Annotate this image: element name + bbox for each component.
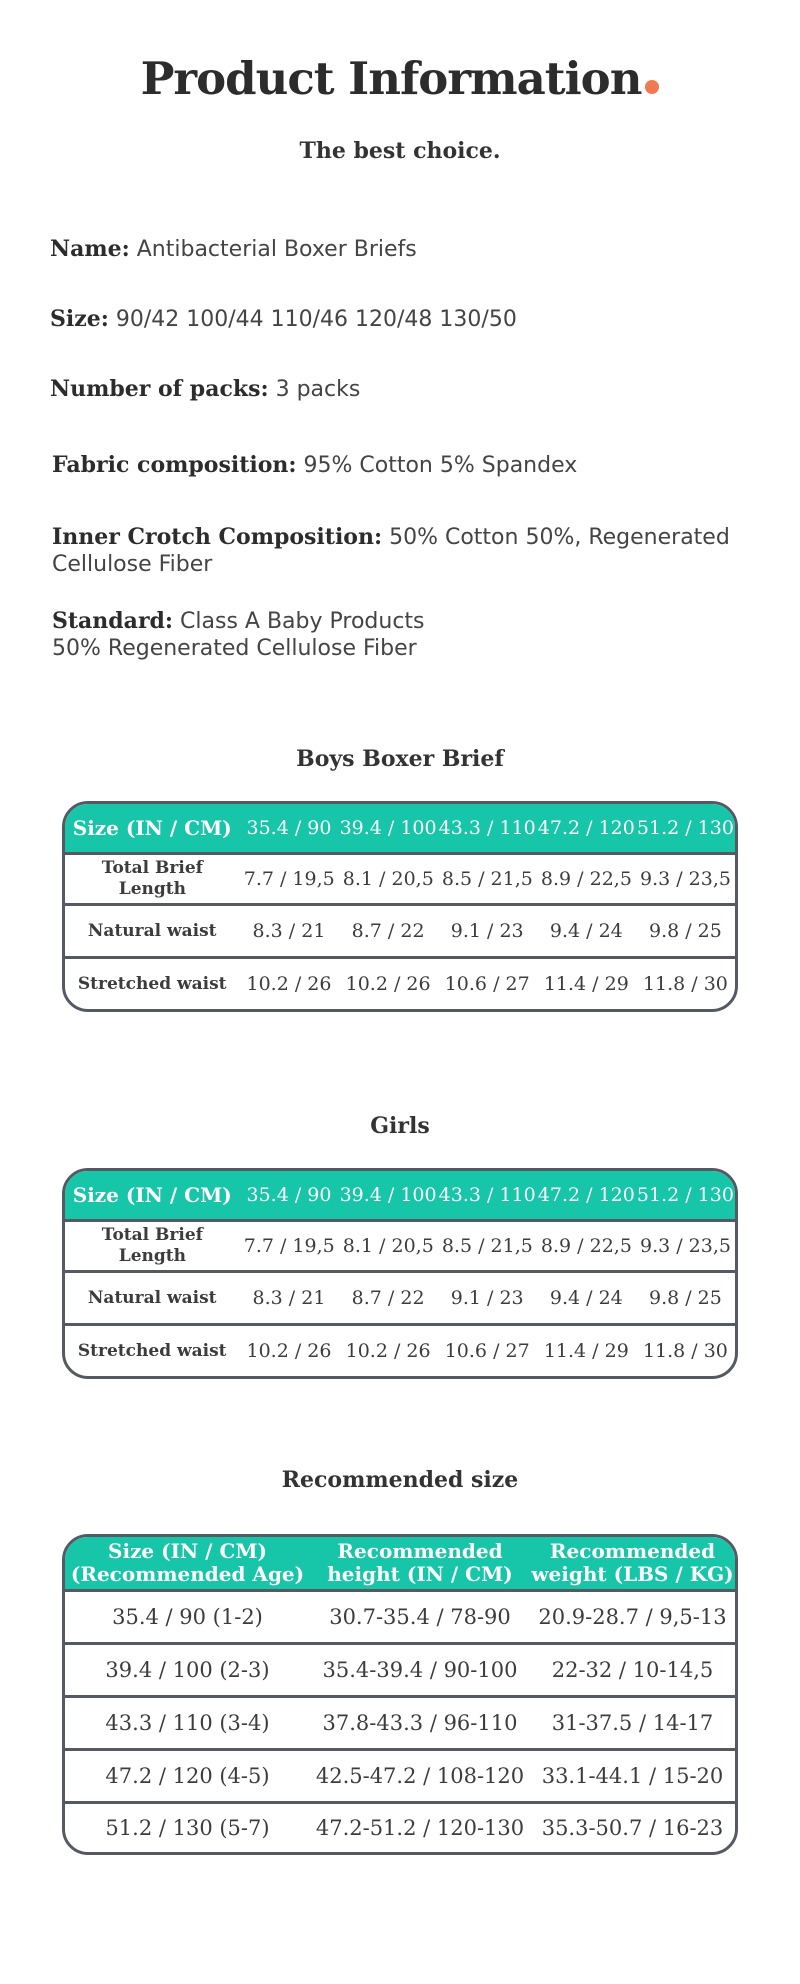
- table-header-row: [65, 1537, 735, 1589]
- row-label: Total Brief Length: [101, 1225, 203, 1266]
- table-cell: 9.4 / 24: [549, 920, 623, 942]
- header-cell: 47.2 / 120: [537, 1184, 635, 1206]
- table-cell: 10.2 / 26: [345, 973, 431, 995]
- table-cell: 11.4 / 29: [543, 1340, 629, 1362]
- table-cell: 47.2-51.2 / 120-130: [315, 1816, 525, 1840]
- header-cell: 35.4 / 90: [246, 817, 332, 839]
- table-cell: 9.8 / 25: [648, 1287, 722, 1309]
- table-cell: 20.9-28.7 / 9,5-13: [538, 1605, 727, 1629]
- table-cell: 11.4 / 29: [543, 973, 629, 995]
- info-size: Size: 90/42 100/44 110/46 120/48 130/50: [50, 306, 517, 332]
- table-cell: 22-32 / 10-14,5: [551, 1658, 714, 1682]
- header-line: Recommended: [337, 1539, 503, 1563]
- info-name: Name: Antibacterial Boxer Briefs: [50, 236, 417, 262]
- table-row: [65, 1642, 735, 1695]
- table-cell: 9.3 / 23,5: [639, 1235, 731, 1257]
- table-row: [65, 852, 735, 903]
- table-header-row: [65, 804, 735, 852]
- table-cell: 8.5 / 21,5: [441, 1235, 533, 1257]
- table-cell: 11.8 / 30: [642, 1340, 728, 1362]
- page-subtitle: The best choice.: [299, 138, 501, 164]
- table-cell: 39.4 / 100 (2-3): [105, 1658, 270, 1682]
- table-row: [65, 1748, 735, 1801]
- recommended-size-table: [62, 1534, 738, 1855]
- table-row: [65, 1219, 735, 1270]
- table-cell: 43.3 / 110 (3-4): [105, 1711, 270, 1735]
- table-cell: 8.3 / 21: [252, 1287, 326, 1309]
- info-standard: Standard: Class A Baby Products 50% Regenerated Cellulose Fiber: [52, 608, 425, 661]
- table-cell: 35.3-50.7 / 16-23: [541, 1816, 724, 1840]
- table-cell: 31-37.5 / 14-17: [551, 1711, 714, 1735]
- recommended-table-title: Recommended size: [281, 1467, 519, 1493]
- header-line: height (IN / CM): [327, 1562, 513, 1586]
- table-cell: 7.7 / 19,5: [243, 1235, 335, 1257]
- row-label: Stretched waist: [77, 974, 227, 994]
- orange-dot-icon: [645, 80, 659, 94]
- table-row: [65, 1589, 735, 1642]
- page-title: Product Information: [0, 52, 800, 105]
- header-line: Size (IN / CM): [108, 1539, 267, 1563]
- table-cell: 8.9 / 22,5: [540, 868, 632, 890]
- table-cell: 8.1 / 20,5: [342, 868, 434, 890]
- header-cell: 51.2 / 130: [636, 1184, 734, 1206]
- table-cell: 8.1 / 20,5: [342, 1235, 434, 1257]
- info-packs: Number of packs: 3 packs: [50, 376, 361, 402]
- table-cell: 30.7-35.4 / 78-90: [329, 1605, 511, 1629]
- header-cell: 47.2 / 120: [537, 817, 635, 839]
- table-cell: 35.4-39.4 / 90-100: [322, 1658, 518, 1682]
- header-cell: [65, 1540, 310, 1586]
- table-row: [65, 956, 735, 1009]
- table-cell: 8.3 / 21: [252, 920, 326, 942]
- table-cell: 33.1-44.1 / 15-20: [541, 1764, 724, 1788]
- header-line: weight (LBS / KG): [531, 1562, 734, 1586]
- header-cell: [530, 1540, 735, 1586]
- table-cell: 10.6 / 27: [444, 973, 530, 995]
- header-cell: 35.4 / 90: [246, 1184, 332, 1206]
- table-cell: 9.8 / 25: [648, 920, 722, 942]
- table-cell: 8.7 / 22: [351, 1287, 425, 1309]
- table-cell: 47.2 / 120 (4-5): [105, 1764, 270, 1788]
- header-cell: 39.4 / 100: [339, 1184, 437, 1206]
- table-cell: 10.2 / 26: [345, 1340, 431, 1362]
- header-cell: 39.4 / 100: [339, 817, 437, 839]
- boys-size-table: [62, 801, 738, 1012]
- girls-table-title: Girls: [370, 1113, 430, 1139]
- girls-size-table: [62, 1168, 738, 1379]
- row-label: Total Brief Length: [101, 858, 203, 899]
- table-cell: 9.1 / 23: [450, 920, 524, 942]
- table-cell: 7.7 / 19,5: [243, 868, 335, 890]
- table-cell: 8.7 / 22: [351, 920, 425, 942]
- header-cell: Size (IN / CM): [72, 1183, 232, 1207]
- table-cell: 9.3 / 23,5: [639, 868, 731, 890]
- row-label: Stretched waist: [77, 1341, 227, 1361]
- table-row: [65, 1695, 735, 1748]
- table-cell: 37.8-43.3 / 96-110: [322, 1711, 518, 1735]
- table-row: [65, 1270, 735, 1323]
- table-cell: 8.9 / 22,5: [540, 1235, 632, 1257]
- table-cell: 51.2 / 130 (5-7): [105, 1816, 270, 1840]
- row-label: Natural waist: [87, 921, 217, 941]
- table-row: [65, 903, 735, 956]
- header-cell: 43.3 / 110: [438, 817, 536, 839]
- table-cell: 10.2 / 26: [246, 973, 332, 995]
- boys-table-title: Boys Boxer Brief: [296, 746, 504, 772]
- table-cell: 9.4 / 24: [549, 1287, 623, 1309]
- table-row: [65, 1323, 735, 1376]
- table-header-row: [65, 1171, 735, 1219]
- table-cell: 35.4 / 90 (1-2): [112, 1605, 263, 1629]
- header-line: (Recommended Age): [70, 1562, 305, 1586]
- table-row: [65, 1801, 735, 1852]
- header-cell: [310, 1540, 530, 1586]
- header-cell: 43.3 / 110: [438, 1184, 536, 1206]
- header-line: Recommended: [549, 1539, 716, 1563]
- header-cell: 51.2 / 130: [636, 817, 734, 839]
- table-cell: 10.2 / 26: [246, 1340, 332, 1362]
- table-cell: 8.5 / 21,5: [441, 868, 533, 890]
- table-cell: 11.8 / 30: [642, 973, 728, 995]
- header-cell: Size (IN / CM): [72, 816, 232, 840]
- info-crotch: Inner Crotch Composition: 50% Cotton 50%, Regenerated Cellulose Fiber: [52, 524, 730, 577]
- table-cell: 9.1 / 23: [450, 1287, 524, 1309]
- table-cell: 42.5-47.2 / 108-120: [315, 1764, 525, 1788]
- table-cell: 10.6 / 27: [444, 1340, 530, 1362]
- row-label: Natural waist: [87, 1288, 217, 1308]
- info-fabric: Fabric composition: 95% Cotton 5% Spandex: [52, 452, 578, 478]
